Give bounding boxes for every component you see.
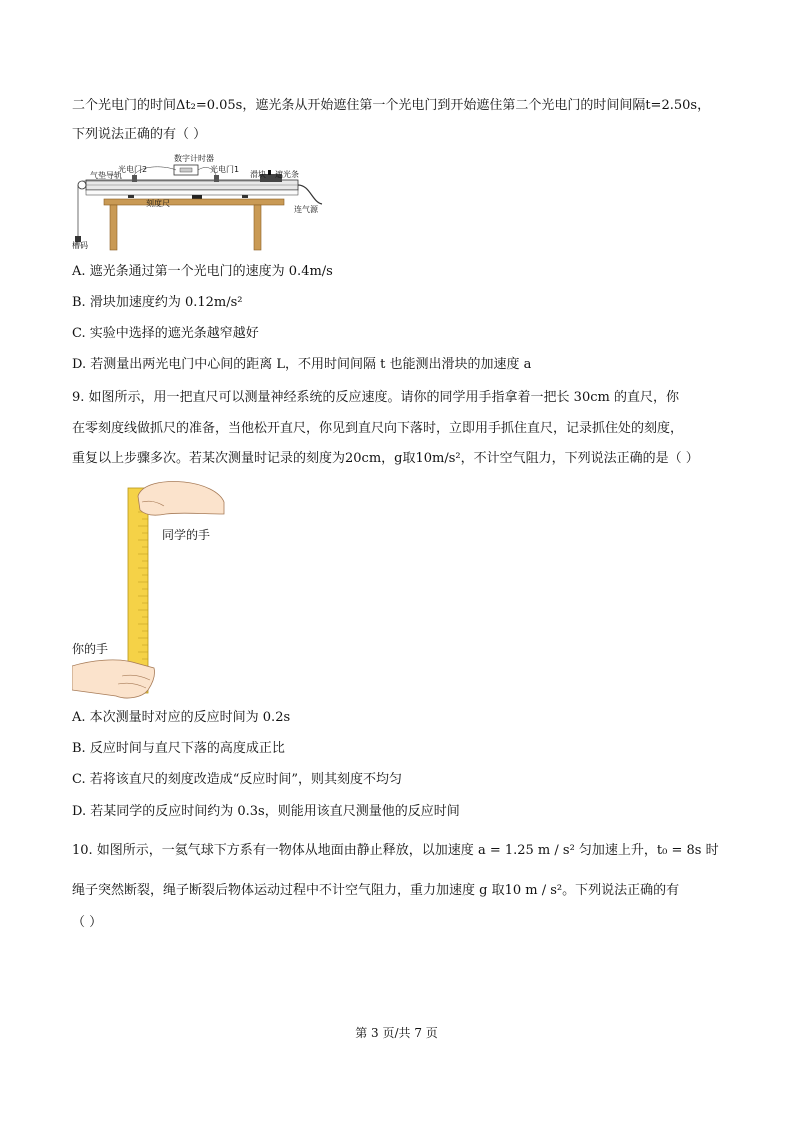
label-strip: 遮光条 [275,170,299,179]
q9-option-b: B. 反应时间与直尺下落的高度成正比 [72,741,285,756]
label-weight: 槽码 [72,241,88,250]
air-track-figure [72,152,342,252]
label-gate2: 光电门2 [118,165,148,174]
air-track-diagram [72,152,342,252]
label-gate1: 光电门1 [210,165,240,174]
ruler-hands-figure [72,478,232,703]
q8-option-b: B. 滑块加速度约为 0.12m/s² [72,295,243,310]
q9-text-line3: 重复以上步骤多次。若某次测量时记录的刻度为20cm，g取10m/s²，不计空气阻力，下列说法正确的是（ ） [72,451,699,466]
q10-text-line3: （ ） [72,915,103,930]
q9-text-line1: 9. 如图所示，用一把直尺可以测量神经系统的反应速度。请你的同学用手指拿着一把长 30cm 的直尺，你 [72,390,679,405]
label-classmate-hand: 同学的手 [162,528,211,542]
q10-text-line1: 10. 如图所示，一氦气球下方系有一物体从地面由静止释放，以加速度 a = 1.25 m / s² 匀加速上升，t₀ = 8s 时 [72,843,719,858]
q9-option-d: D. 若某同学的反应时间约为 0.3s，则能用该直尺测量他的反应时间 [72,804,460,819]
q8-option-d: D. 若测量出两光电门中心间的距离 L，不用时间间隔 t 也能测出滑块的加速度 a [72,357,532,372]
q8-option-a: A. 遮光条通过第一个光电门的速度为 0.4m/s [72,264,333,279]
q8-option-c: C. 实验中选择的遮光条越窄越好 [72,326,259,341]
label-timer: 数字计时器 [174,154,214,163]
label-ruler: 刻度尺 [146,199,170,208]
q9-option-c: C. 若将该直尺的刻度改造成“反应时间”，则其刻度不均匀 [72,772,403,787]
q8-text-line1: 二个光电门的时间Δt₂=0.05s，遮光条从开始遮住第一个光电门到开始遮住第二个光电门的时间间隔t=2.50s， [72,98,711,113]
page-footer: 第 3 页/共 7 页 [355,1026,438,1040]
q9-text-line2: 在零刻度线做抓尺的准备，当他松开直尺，你见到直尺向下落时，立即用手抓住直尺，记录抓住处的刻度， [72,421,684,436]
label-your-hand: 你的手 [72,642,109,656]
q10-text-line2: 绳子突然断裂，绳子断裂后物体运动过程中不计空气阻力，重力加速度 g 取10 m / s²。下列说法正确的有 [72,883,680,898]
q8-text-line2: 下列说法正确的有（ ） [72,127,207,142]
label-slider: 滑块 [250,170,266,179]
q9-option-a: A. 本次测量时对应的反应时间为 0.2s [72,710,291,725]
label-air-track: 气垫导轨 [90,171,122,180]
label-air-source: 连气源 [294,205,318,214]
ruler-hands-diagram [72,478,232,703]
